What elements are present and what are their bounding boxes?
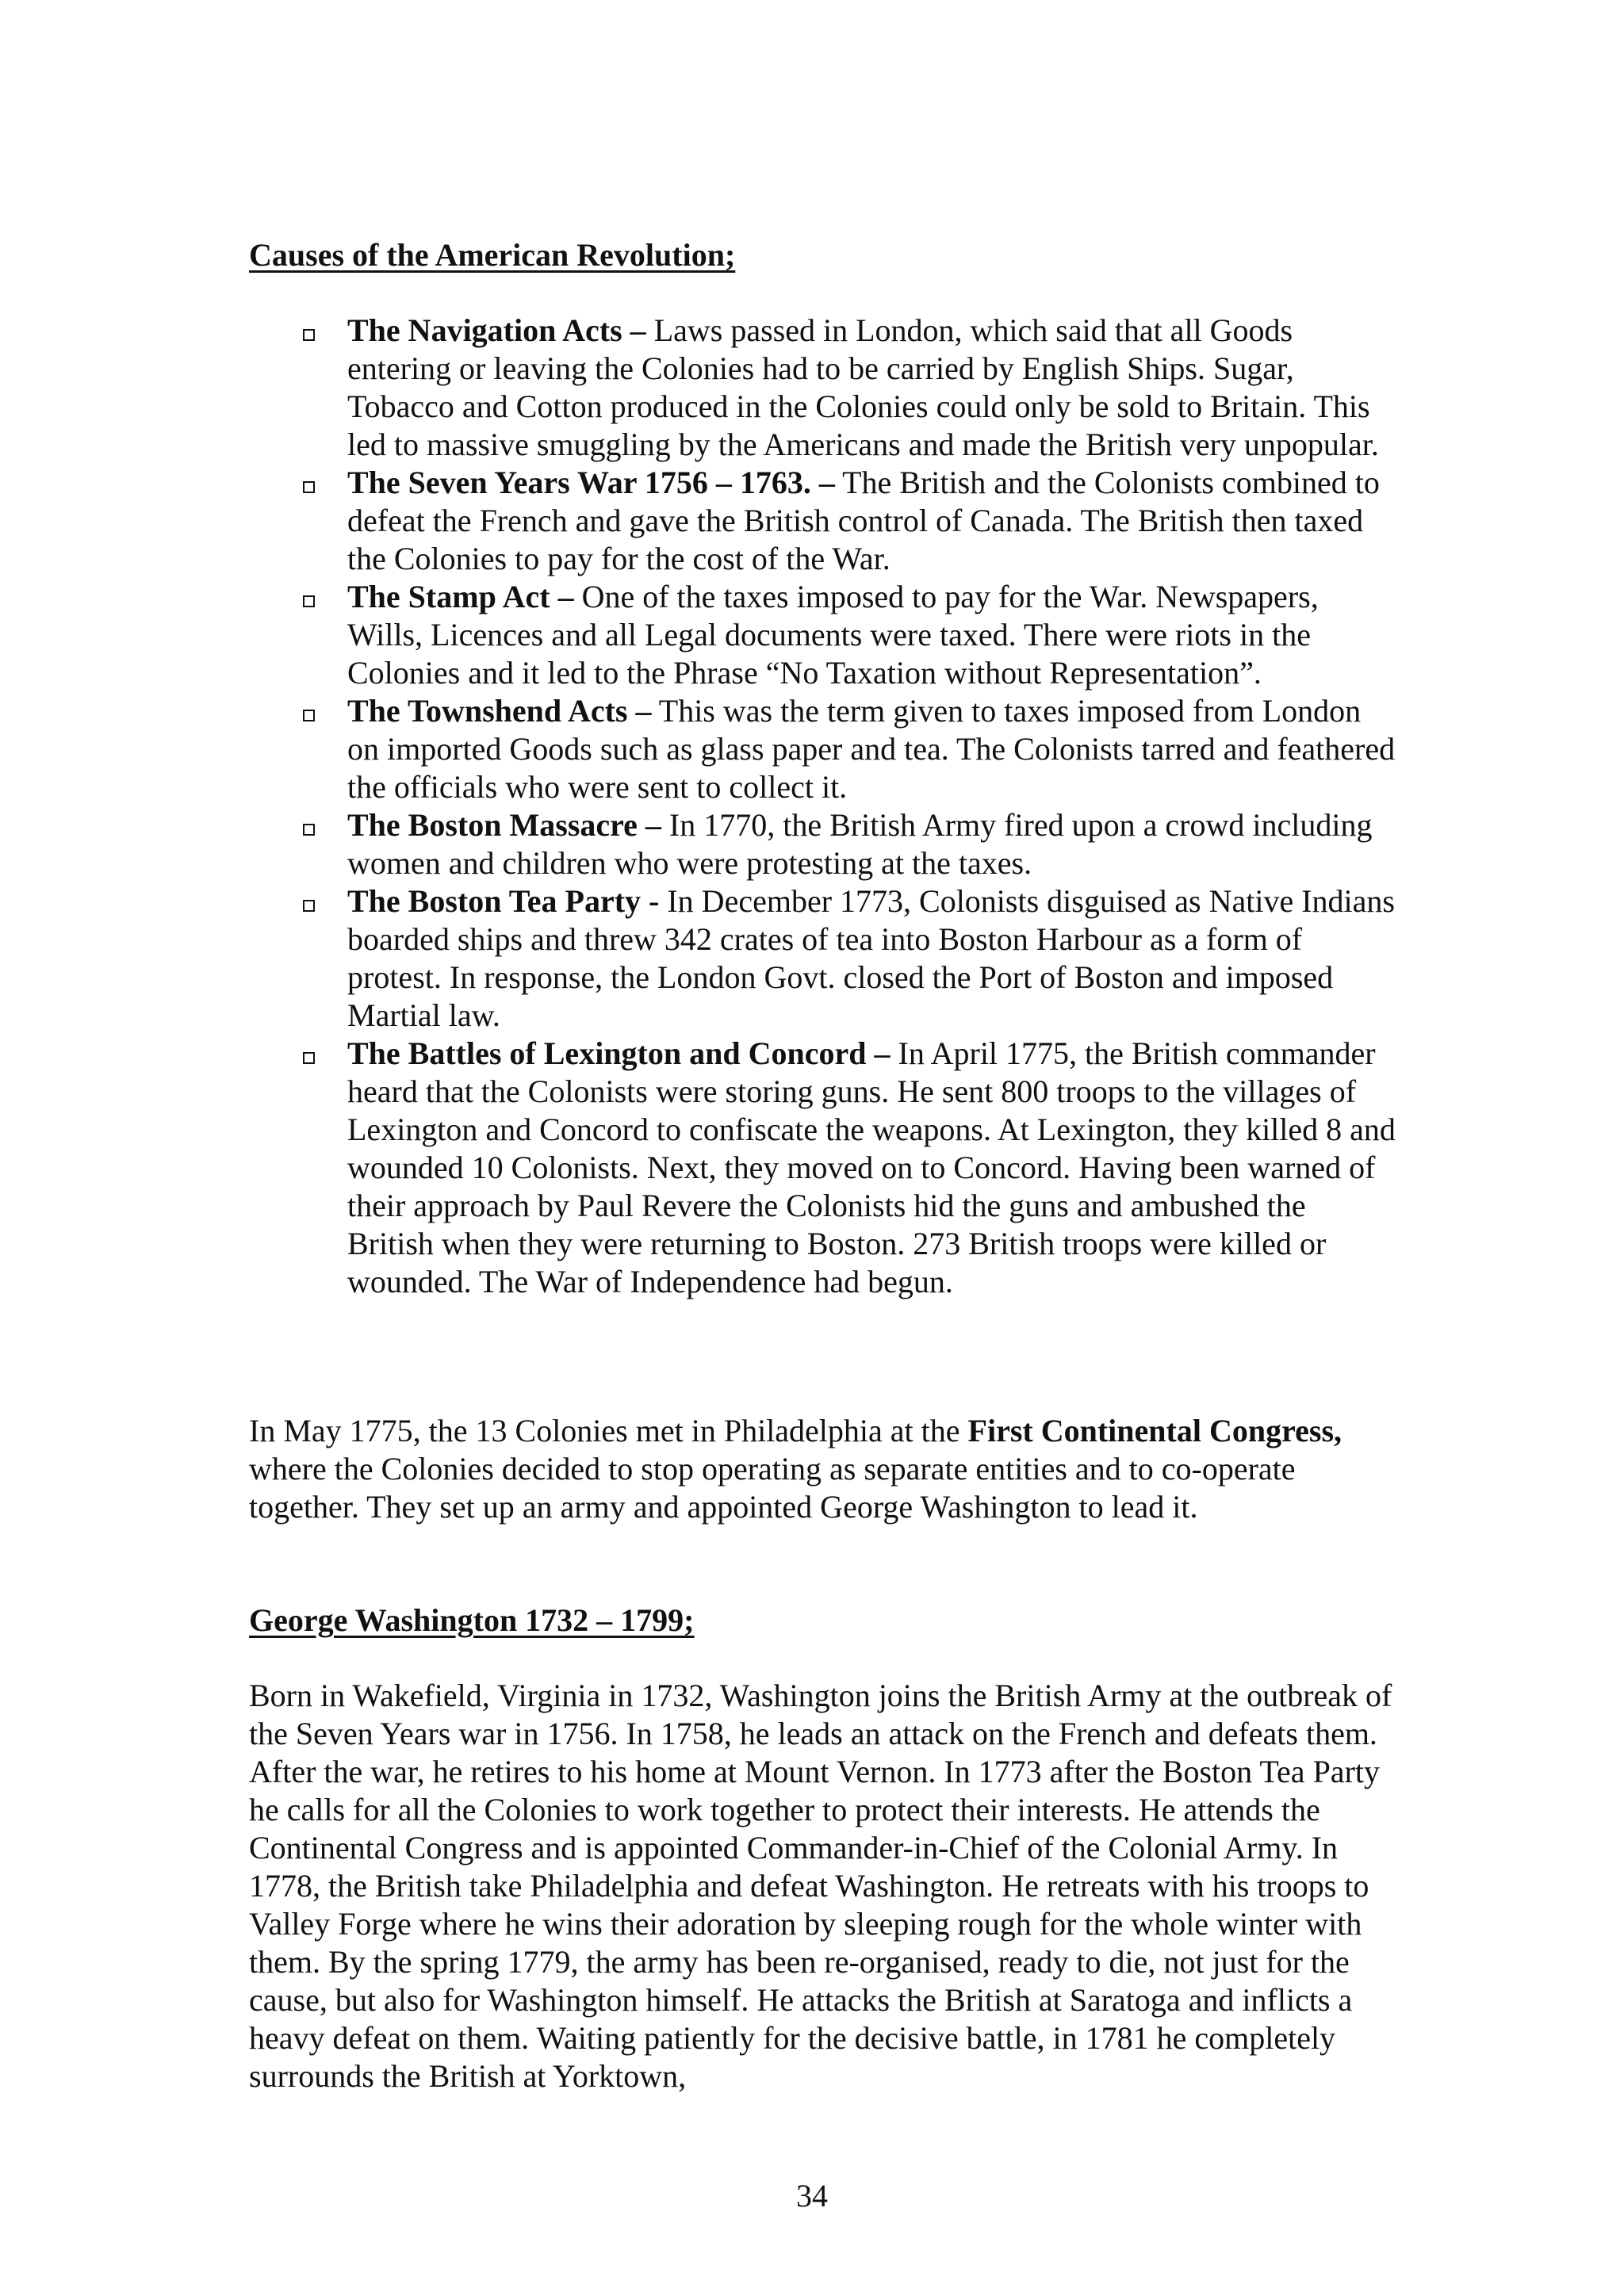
bullet-term: The Navigation Acts –	[347, 312, 646, 348]
list-item	[249, 578, 1399, 692]
list-item	[249, 882, 1399, 1035]
bullet-text: This was the term given to taxes imposed from London on imported Goods such as glass paper and tea. The Colonists tarred and feathered the officials who were sent to collect it.	[347, 693, 1396, 805]
page-number: 34	[796, 2178, 828, 2214]
list-item	[249, 464, 1399, 578]
bullet-text: Laws passed in London, which said that all Goods entering or leaving the Colonies had to be carried by English Ships. Sugar, Tobacco and Cotton produced in the Colonies could only be sold to Britain. This led to massive smuggling by the Americans and made the British very unpopular.	[347, 312, 1379, 462]
bullet-term: The Boston Massacre –	[347, 807, 661, 843]
checkbox-bullet-icon	[303, 595, 315, 607]
continental-congress-paragraph	[249, 1412, 1399, 1526]
bullet-term: The Stamp Act –	[347, 579, 574, 614]
checkbox-bullet-icon	[303, 824, 315, 836]
section-heading-washington: George Washington 1732 – 1799;	[249, 1602, 695, 1638]
list-item	[249, 312, 1399, 464]
checkbox-bullet-icon	[303, 481, 315, 493]
causes-list	[249, 312, 1399, 1301]
section-heading-causes: Causes of the American Revolution;	[249, 237, 736, 273]
checkbox-bullet-icon	[303, 1052, 315, 1064]
washington-paragraph: Born in Wakefield, Virginia in 1732, Washington joins the British Army at the outbreak of the Seven Years war in 1756. In 1758, he leads an attack on the French and defeats them. After the war, he retires to his home at Mount Vernon. In 1773 after the Boston Tea Party he calls for all the Colonies to work together to protect their interests. He attends the Continental Congress and is appointed Commander-in-Chief of the Colonial Army. In 1778, the British take Philadelphia and defeat Washington. He retreats with his troops to Valley Forge where he wins their adoration by sleeping rough for the whole winter with them. By the spring 1779, the army has been re-organised, ready to die, not just for the cause, but also for Washington himself. He attacks the British at Saratoga and inflicts a heavy defeat on them. Waiting patiently for the decisive battle, in 1781 he completely surrounds the British at Yorktown,	[249, 1678, 1392, 2094]
bullet-text: One of the taxes imposed to pay for the War. Newspapers, Wills, Licences and all Legal documents were taxed. There were riots in the Colonies and it led to the Phrase “No Taxation without Representation”.	[347, 579, 1319, 691]
bullet-term: The Seven Years War 1756 – 1763. –	[347, 465, 835, 500]
bullet-text: In December 1773, Colonists disguised as Native Indians boarded ships and threw 342 crates of tea into Boston Harbour as a form of protest. In response, the London Govt. closed the Port of Boston and imposed Martial law.	[347, 883, 1395, 1033]
list-item	[249, 1035, 1399, 1301]
paragraph-text: where the Colonies decided to stop operating as separate entities and to co-operate together. They set up an army and appointed George Washington to lead it.	[249, 1451, 1296, 1525]
bullet-term: The Boston Tea Party -	[347, 883, 660, 919]
bullet-term: The Townshend Acts –	[347, 693, 652, 729]
checkbox-bullet-icon	[303, 710, 315, 721]
bullet-text: In April 1775, the British commander heard that the Colonists were storing guns. He sent 800 troops to the villages of Lexington and Concord to confiscate the weapons. At Lexington, they killed 8 and wounded 10 Colonists. Next, they moved on to Concord. Having been warned of their approach by Paul Revere the Colonists hid the guns and ambushed the British when they were returning to Boston. 273 British troops were killed or wounded. The War of Independence had begun.	[347, 1035, 1396, 1299]
list-item	[249, 806, 1399, 882]
list-item	[249, 692, 1399, 806]
paragraph-bold-text: First Continental Congress,	[967, 1413, 1342, 1448]
paragraph-text: In May 1775, the 13 Colonies met in Philadelphia at the	[249, 1413, 968, 1448]
checkbox-bullet-icon	[303, 329, 315, 341]
bullet-text: The British and the Colonists combined to defeat the French and gave the British control of Canada. The British then taxed the Colonies to pay for the cost of the War.	[347, 465, 1380, 576]
bullet-term: The Battles of Lexington and Concord –	[347, 1035, 891, 1071]
checkbox-bullet-icon	[303, 900, 315, 912]
bullet-text: In 1770, the British Army fired upon a crowd including women and children who were protesting at the taxes.	[347, 807, 1373, 881]
